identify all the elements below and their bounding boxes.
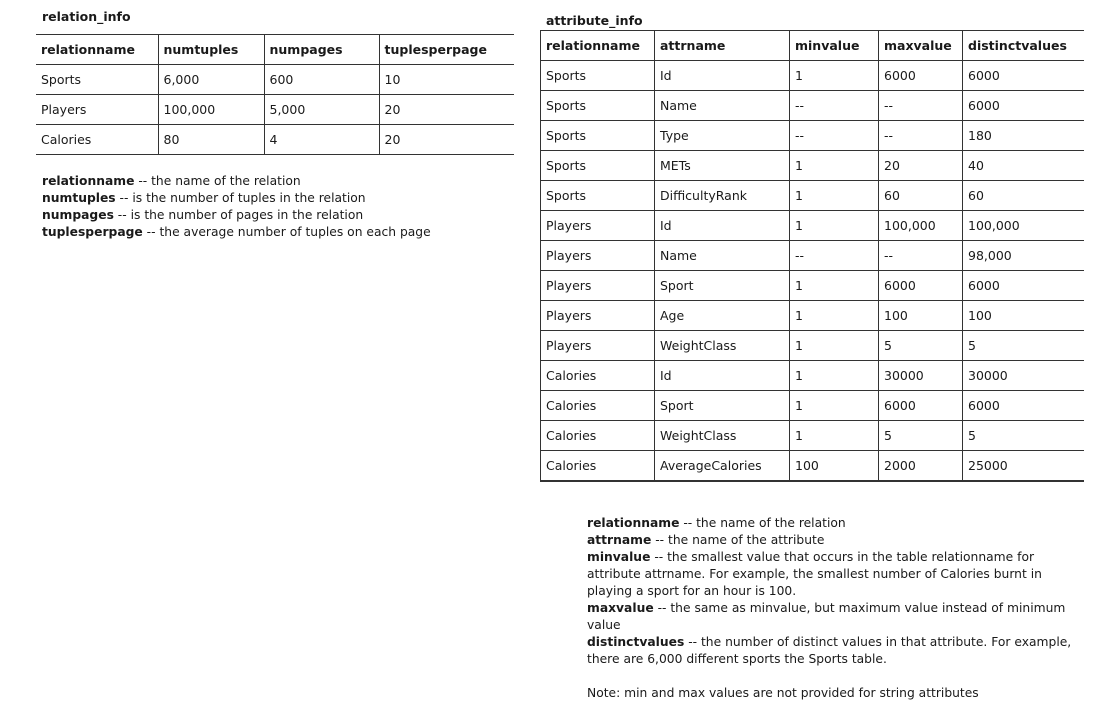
column-header: attrname [655,31,790,61]
table-cell: 20 [879,151,963,181]
legend-description: -- the name of the relation [134,174,301,188]
legend-term: numtuples [42,191,116,205]
table-cell: 100,000 [158,95,264,125]
table-cell: 180 [963,121,1084,151]
table-cell: 1 [790,61,879,91]
table-row [541,61,1084,91]
table-row [541,271,1084,301]
legend-term: maxvalue [587,601,654,615]
table-cell: 20 [379,95,514,125]
table-cell: 4 [264,125,379,155]
table-cell: Players [541,301,655,331]
table-cell: Players [541,271,655,301]
table-row [541,181,1084,211]
table-cell: METs [655,151,790,181]
table-row [541,361,1084,391]
table-cell: -- [790,241,879,271]
table-cell: 100 [963,301,1084,331]
column-header: distinctvalues [963,31,1084,61]
table-cell: Sports [541,181,655,211]
legend-term: numpages [42,208,114,222]
relation-info-table [36,34,514,155]
table-cell: 1 [790,331,879,361]
table-row [541,451,1084,482]
attribute-info-title: attribute_info [546,13,643,28]
table-row [36,65,514,95]
legend-term: tuplesperpage [42,225,143,239]
table-cell: 6000 [879,391,963,421]
table-cell: Players [36,95,158,125]
column-header: relationname [36,35,158,65]
column-header: minvalue [790,31,879,61]
table-cell: 1 [790,421,879,451]
legend-entry [587,600,1087,634]
legend-term: relationname [587,516,680,530]
legend-entry [42,224,482,241]
table-cell: -- [879,91,963,121]
table-row [541,121,1084,151]
table-cell: 80 [158,125,264,155]
table-cell: 1 [790,301,879,331]
legend-description: -- the smallest value that occurs in the table relationname for attribute attrname. For example, the smallest number of Calories burnt in playing a sport for an hour is 100. [587,550,1042,598]
table-cell: 100 [879,301,963,331]
table-cell: DifficultyRank [655,181,790,211]
table-cell: 98,000 [963,241,1084,271]
table-cell: 10 [379,65,514,95]
table-row [541,301,1084,331]
table-cell: 2000 [879,451,963,482]
table-cell: 1 [790,271,879,301]
table-header-row [36,35,514,65]
legend-entry [42,190,482,207]
table-cell: Sports [541,91,655,121]
table-row [541,241,1084,271]
legend-entry [42,207,482,224]
table-cell: Sports [541,151,655,181]
table-cell: 30000 [879,361,963,391]
table-cell: Age [655,301,790,331]
table-cell: Calories [36,125,158,155]
table-cell: 6000 [879,61,963,91]
table-cell: 40 [963,151,1084,181]
legend-term: distinctvalues [587,635,685,649]
table-cell: 6000 [963,61,1084,91]
table-cell: 5 [879,421,963,451]
table-cell: 5 [963,331,1084,361]
table-cell: Type [655,121,790,151]
legend-entry [587,634,1087,668]
legend-description: -- the average number of tuples on each page [142,225,431,239]
attribute-info-legend [587,515,1087,702]
table-cell: 100,000 [879,211,963,241]
table-cell: Sport [655,391,790,421]
table-cell: 1 [790,361,879,391]
attribute-info-table [540,30,1084,482]
table-cell: 6000 [879,271,963,301]
legend-description: -- the same as minvalue, but maximum value instead of minimum value [587,601,1066,632]
table-cell: 6,000 [158,65,264,95]
column-header: tuplesperpage [379,35,514,65]
table-cell: 1 [790,391,879,421]
table-cell: -- [790,121,879,151]
legend-term: relationname [42,174,135,188]
table-cell: 1 [790,181,879,211]
table-cell: -- [879,121,963,151]
column-header: maxvalue [879,31,963,61]
table-cell: 60 [963,181,1084,211]
table-row [541,91,1084,121]
table-cell: Sport [655,271,790,301]
table-cell: Players [541,211,655,241]
table-cell: WeightClass [655,331,790,361]
table-cell: 1 [790,151,879,181]
table-header-row [541,31,1084,61]
table-cell: Calories [541,451,655,482]
table-cell: 6000 [963,271,1084,301]
table-cell: 5 [963,421,1084,451]
column-header: numtuples [158,35,264,65]
legend-term: minvalue [587,550,651,564]
legend-term: attrname [587,533,652,547]
table-cell: Name [655,91,790,121]
table-row [36,125,514,155]
table-row [541,391,1084,421]
legend-description: -- the name of the attribute [651,533,825,547]
table-cell: 20 [379,125,514,155]
table-cell: 100 [790,451,879,482]
table-cell: 5 [879,331,963,361]
table-cell: Name [655,241,790,271]
table-cell: 600 [264,65,379,95]
table-cell: 6000 [963,391,1084,421]
table-row [541,211,1084,241]
table-cell: 30000 [963,361,1084,391]
table-row [541,421,1084,451]
table-row [541,151,1084,181]
legend-description: -- the name of the relation [679,516,846,530]
table-cell: -- [879,241,963,271]
legend-description: -- the number of distinct values in that attribute. For example, there are 6,000 different sports the Sports table. [587,635,1072,666]
table-cell: Sports [541,61,655,91]
table-cell: 1 [790,211,879,241]
table-cell: AverageCalories [655,451,790,482]
table-cell: Id [655,61,790,91]
table-cell: WeightClass [655,421,790,451]
table-cell: 100,000 [963,211,1084,241]
legend-entry [587,549,1087,600]
table-cell: Calories [541,361,655,391]
table-cell: 60 [879,181,963,211]
legend-description: -- is the number of pages in the relation [113,208,364,222]
legend-entry [42,173,482,190]
table-cell: 25000 [963,451,1084,482]
column-header: numpages [264,35,379,65]
table-cell: 5,000 [264,95,379,125]
table-cell: Sports [541,121,655,151]
legend-entry [587,532,1087,549]
table-cell: Sports [36,65,158,95]
relation-info-title: relation_info [42,9,131,24]
table-cell: Calories [541,421,655,451]
attribute-info-note: Note: min and max values are not provided for string attributes [587,686,979,700]
table-cell: Players [541,241,655,271]
legend-description: -- is the number of tuples in the relation [115,191,366,205]
legend-entry [587,515,1087,532]
column-header: relationname [541,31,655,61]
table-cell: Id [655,211,790,241]
table-row [541,331,1084,361]
table-row [36,95,514,125]
table-cell: Id [655,361,790,391]
table-cell: -- [790,91,879,121]
relation-info-legend [42,173,482,241]
table-cell: Players [541,331,655,361]
table-cell: 6000 [963,91,1084,121]
table-cell: Calories [541,391,655,421]
